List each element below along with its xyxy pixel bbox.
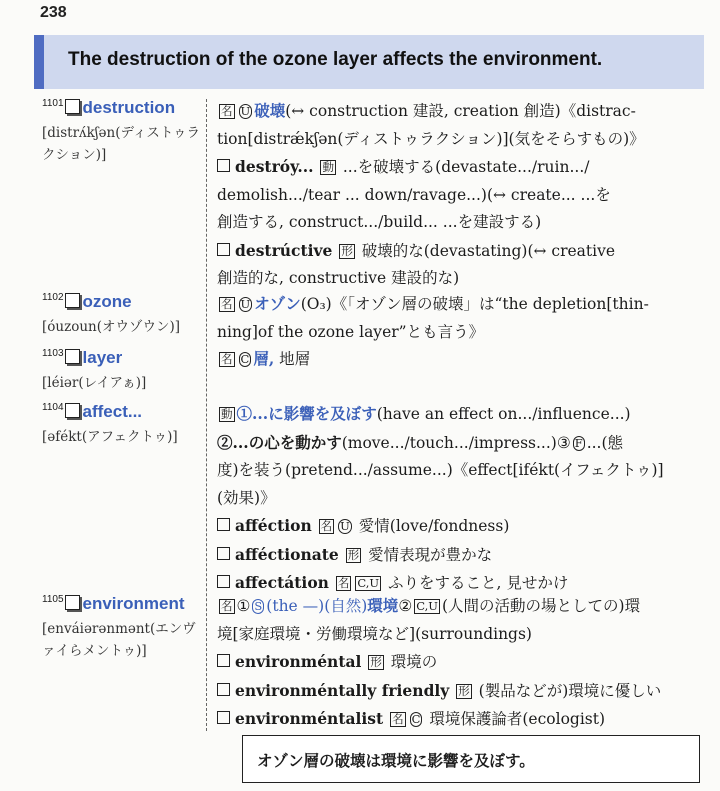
- checkbox-square-icon[interactable]: [217, 683, 230, 696]
- definition-line: [217, 429, 675, 458]
- pos-adj-tag: 形: [458, 683, 470, 698]
- pos-noun-tag: 名: [337, 576, 350, 590]
- definition-text: (製品などが)環境に優しい: [473, 681, 662, 700]
- pos-noun-tag: 名: [320, 519, 333, 533]
- definition-line: 創造的な, constructive 建設的な): [217, 269, 460, 287]
- checkbox-square-icon[interactable]: [217, 243, 230, 256]
- pos-noun-tag: 名: [221, 297, 233, 311]
- definition-destruction: [217, 97, 675, 293]
- definition-line: ning]of the ozone layer”とも言う》: [217, 322, 485, 341]
- derivative-line: [217, 705, 675, 734]
- pronunciation: [distrʌ́kʃən(ディストゥラクション)]: [42, 125, 201, 163]
- pos-noun-tag: 名: [221, 352, 233, 366]
- entry-headword-environment: [42, 594, 204, 662]
- derivative-word: affectátion: [235, 573, 329, 592]
- uncountable-tag: U: [240, 297, 251, 311]
- meaning: ②...の心を動かす: [217, 432, 342, 452]
- derivative-line: [217, 677, 675, 706]
- definition-ozone: [217, 290, 675, 346]
- definition-line: [217, 290, 675, 319]
- definition-line: [217, 592, 675, 621]
- derivative-word: afféction: [235, 516, 312, 535]
- checkbox-icon[interactable]: [65, 403, 80, 418]
- headword: layer: [82, 348, 123, 367]
- checkbox-square-icon[interactable]: [217, 547, 230, 560]
- derivative-line: [217, 153, 675, 182]
- checkbox-square-icon[interactable]: [217, 654, 230, 667]
- definition-line: demolish.../tear ... down/ravage...)(↔ create... ...を: [217, 185, 611, 204]
- definition-line: [217, 97, 675, 126]
- checkbox-icon[interactable]: [65, 595, 80, 610]
- derivative-word: environméntally friendly: [235, 680, 450, 700]
- derivative-line: [217, 237, 675, 266]
- entry-headword-ozone: [42, 292, 204, 338]
- usage-note: (the —)(自然): [266, 597, 368, 615]
- definition-affect: [217, 400, 675, 598]
- definition-text: (人間の活動の場としての)環: [441, 597, 641, 615]
- formal-tag: F: [574, 435, 583, 450]
- definition-line: (効果)》: [217, 488, 276, 507]
- pos-adj-tag: 形: [341, 243, 353, 258]
- definition-text: 環境保護論者(ecologist): [424, 710, 606, 728]
- definition-text: ふりをすること, 見せかけ: [383, 574, 569, 592]
- pos-noun-tag: 名: [392, 712, 404, 726]
- meaning: 破壊: [254, 101, 286, 120]
- pos-noun-tag: 名: [221, 599, 233, 613]
- definition-environment: [217, 592, 675, 734]
- page-number: 238: [40, 4, 67, 21]
- pronunciation: [léiər(レイアぁ)]: [42, 375, 147, 391]
- meaning: 環境: [367, 596, 399, 615]
- checkbox-square-icon[interactable]: [217, 518, 230, 531]
- sense-number: ①: [236, 597, 251, 615]
- pronunciation: [óuzoun(オウゾウン)]: [42, 319, 181, 335]
- pronunciation: [enváiərənmənt(エンヴァイらメントゥ)]: [42, 621, 196, 659]
- entry-number: 1105: [42, 594, 64, 605]
- pos-verb-tag: 動: [322, 160, 334, 174]
- checkbox-square-icon[interactable]: [217, 159, 230, 172]
- pos-adj-tag: 形: [347, 547, 360, 562]
- derivative-word: environméntal: [235, 652, 362, 671]
- definition-text: (have an effect on.../influence...): [376, 405, 631, 423]
- countable-tag: C: [411, 712, 421, 726]
- pos-noun-tag: 名: [221, 104, 233, 118]
- definition-text: 愛情(love/fondness): [353, 517, 510, 535]
- translation-box: [242, 735, 700, 783]
- derivative-word: afféctionate: [235, 544, 339, 564]
- definition-text: 環境の: [385, 653, 438, 671]
- pronunciation: [əfékt(アフェクトゥ)]: [42, 429, 178, 445]
- banner-accent-bar: [34, 35, 44, 89]
- sense-number: ②: [398, 597, 413, 615]
- definition-text: 地層: [274, 350, 311, 368]
- checkbox-square-icon[interactable]: [217, 575, 230, 588]
- meaning: 層,: [253, 349, 275, 368]
- entry-number: 1102: [42, 292, 64, 303]
- sentence-banner: [34, 35, 704, 89]
- definition-line: tion[distrǽkʃən(ディストゥラクション)](気をそらすもの)》: [217, 129, 645, 148]
- derivative-line: [217, 648, 675, 677]
- definition-text: ...(態: [586, 433, 624, 452]
- banner-sentence: The destruction of the ozone layer affects the environment.: [68, 49, 603, 70]
- definition-layer: [217, 345, 675, 374]
- definition-line: [217, 345, 675, 374]
- derivative-line: [217, 512, 675, 541]
- singular-tag: S: [254, 599, 263, 613]
- pos-verb-tag: 動: [221, 407, 233, 421]
- definition-text: 破壊的な(devastating)(↔ creative: [356, 241, 616, 260]
- entry-headword-layer: [42, 348, 204, 394]
- countable-uncountable-tag: C,U: [416, 599, 438, 613]
- headword: ozone: [82, 292, 132, 311]
- checkbox-icon[interactable]: [65, 99, 80, 114]
- entry-headword-affect: [42, 402, 204, 448]
- countable-uncountable-tag: C,U: [357, 576, 380, 590]
- uncountable-tag: U: [240, 104, 251, 118]
- derivative-line: [217, 541, 675, 570]
- definition-text: (↔ construction 建設, creation 創造)《distrac-: [285, 102, 636, 120]
- derivative-word: environméntalist: [235, 709, 384, 728]
- checkbox-icon[interactable]: [65, 349, 80, 364]
- derivative-word: destrúctive: [235, 240, 333, 260]
- translation-sentence: オゾン層の破壊は環境に影響を及ぼす。: [257, 753, 535, 770]
- meaning: オゾン: [254, 294, 301, 313]
- headword: destruction: [82, 98, 176, 117]
- column-divider: [206, 99, 208, 731]
- uncountable-tag: U: [340, 519, 350, 533]
- entry-headword-destruction: [42, 98, 204, 166]
- pos-adj-tag: 形: [370, 655, 382, 669]
- definition-text: (O₃)《「オゾン層の破壊」は“the depletion[thin-: [300, 295, 649, 313]
- headword: environment: [82, 594, 185, 613]
- entry-number: 1104: [42, 402, 64, 413]
- definition-line: 創造する, construct.../build... ...を建設する): [217, 213, 542, 231]
- definition-text: 愛情表現が豊かな: [363, 545, 493, 564]
- definition-text: ...を破壊する(devastate.../ruin.../: [337, 158, 590, 176]
- checkbox-icon[interactable]: [65, 293, 80, 308]
- entry-number: 1101: [42, 98, 64, 109]
- definition-line: [217, 400, 675, 429]
- definition-text: (move.../touch.../impress...)③: [341, 433, 571, 452]
- countable-tag: C: [240, 352, 250, 366]
- definition-line: 度)を装う(pretend.../assume...)《effect[ifékt(イフェクトゥ)]: [217, 461, 664, 479]
- definition-line: 境[家庭環境・労働環境など](surroundings): [217, 624, 532, 643]
- entry-number: 1103: [42, 348, 64, 359]
- checkbox-square-icon[interactable]: [217, 711, 230, 724]
- meaning: ①...に影響を及ぼす: [236, 404, 377, 423]
- headword: affect...: [82, 402, 143, 421]
- derivative-word: destróy...: [235, 157, 314, 176]
